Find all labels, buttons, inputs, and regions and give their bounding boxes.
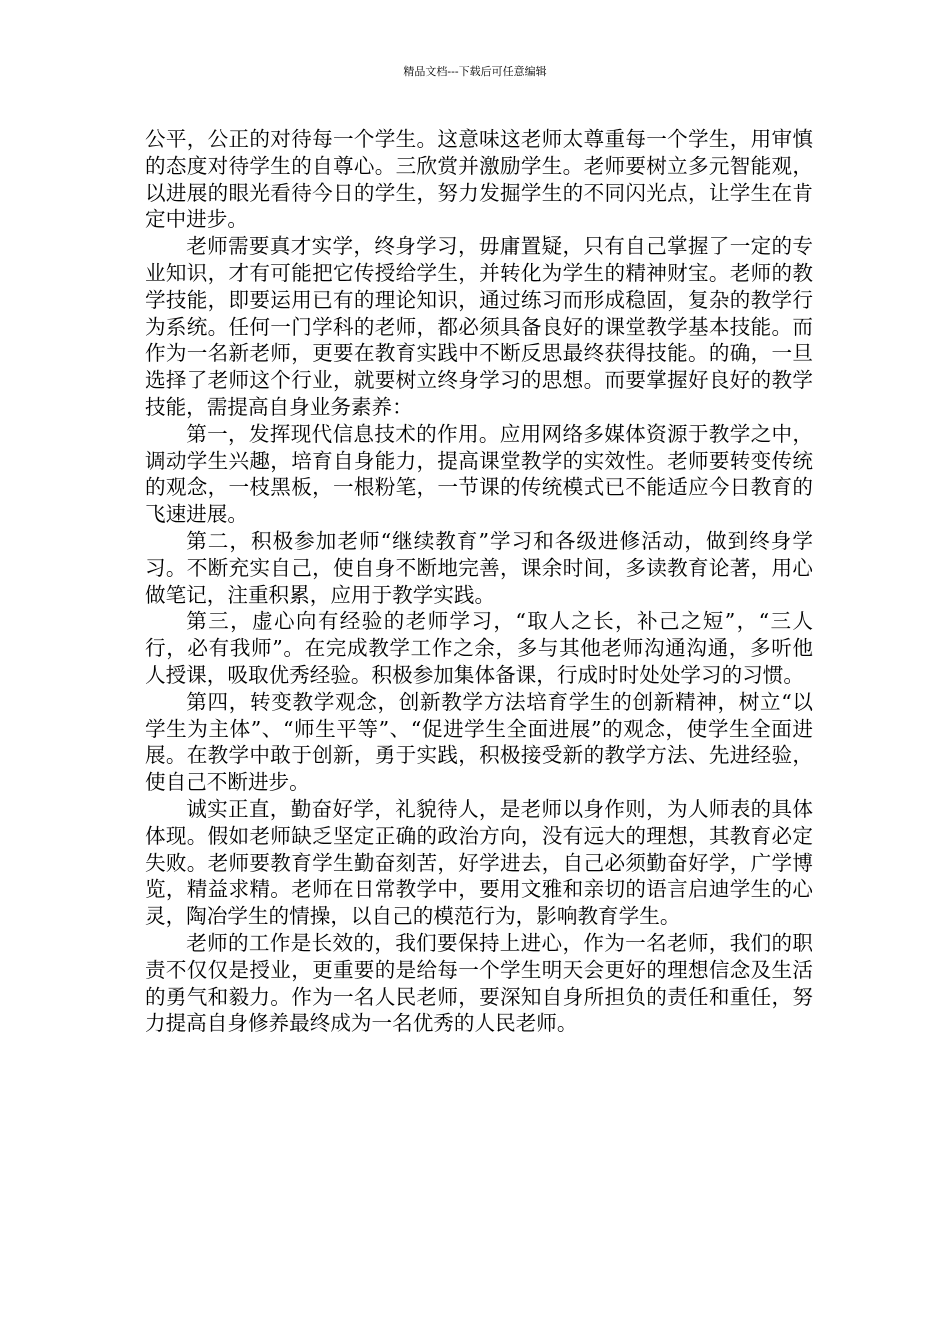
paragraph-3: 第一，发挥现代信息技术的作用。应用网络多媒体资源于教学之中，调动学生兴趣，培育自身能力，提高课堂教学的实效性。老师要转变传统的观念，一枝黑板，一根粉笔，一节课的传统模式已不能适应今日教育的飞速进展。 [145,421,813,527]
paragraph-7: 诚实正直，勤奋好学，礼貌待人，是老师以身作则，为人师表的具体体现。假如老师缺乏坚定正确的政治方向，没有远大的理想，其教育必定失败。老师要教育学生勤奋刻苦，好学进去，自己必须勤奋好学，广学博览，精益求精。老师在日常教学中，要用文雅和亲切的语言启迪学生的心灵，陶冶学生的情操，以自己的模范行为，影响教育学生。 [145,796,813,929]
document-body [145,126,813,1037]
page-header: 精品文档---下载后可任意编辑 [403,65,547,78]
paragraph-5: 第三，虚心向有经验的老师学习，“取人之长，补己之短”，“三人行，必有我师”。在完成教学工作之余，多与其他老师沟通沟通，多听他人授课，吸取优秀经验。积极参加集体备课，行成时时处处学习的习惯。 [145,609,813,687]
paragraph-6: 第四，转变教学观念，创新教学方法培育学生的创新精神，树立“以学生为主体”、“师生平等”、“促进学生全面进展”的观念，使学生全面进展。在教学中敢于创新，勇于实践，积极接受新的教学方法、先进经验，使自己不断进步。 [145,689,813,795]
paragraph-1: 公平，公正的对待每一个学生。这意味这老师太尊重每一个学生，用审慎的态度对待学生的自尊心。三欣赏并激励学生。老师要树立多元智能观，以进展的眼光看待今日的学生，努力发掘学生的不同闪光点，让学生在肯定中进步。 [145,127,813,232]
paragraph-4: 第二，积极参加老师“继续教育”学习和各级进修活动，做到终身学习。不断充实自己，使自身不断地完善，课余时间，多读教育论著，用心做笔记，注重积累，应用于教学实践。 [145,528,813,607]
paragraph-8: 老师的工作是长效的，我们要保持上进心，作为一名老师，我们的职责不仅仅是授业，更重要的是给每一个学生明天会更好的理想信念及生活的勇气和毅力。作为一名人民老师，要深知自身所担负的责任和重任，努力提高自身修养最终成为一名优秀的人民老师。 [145,930,813,1036]
paragraph-2: 老师需要真才实学，终身学习，毋庸置疑，只有自己掌握了一定的专业知识，才有可能把它传授给学生，并转化为学生的精神财宝。老师的教学技能，即要运用已有的理论知识，通过练习而形成稳固，复杂的教学行为系统。任何一门学科的老师，都必须具备良好的课堂教学基本技能。而作为一名新老师，更要在教育实践中不断反思最终获得技能。的确，一旦选择了老师这个行业，就要树立终身学习的思想。而要掌握好良好的教学技能，需提高自身业务素养： [145,234,813,419]
